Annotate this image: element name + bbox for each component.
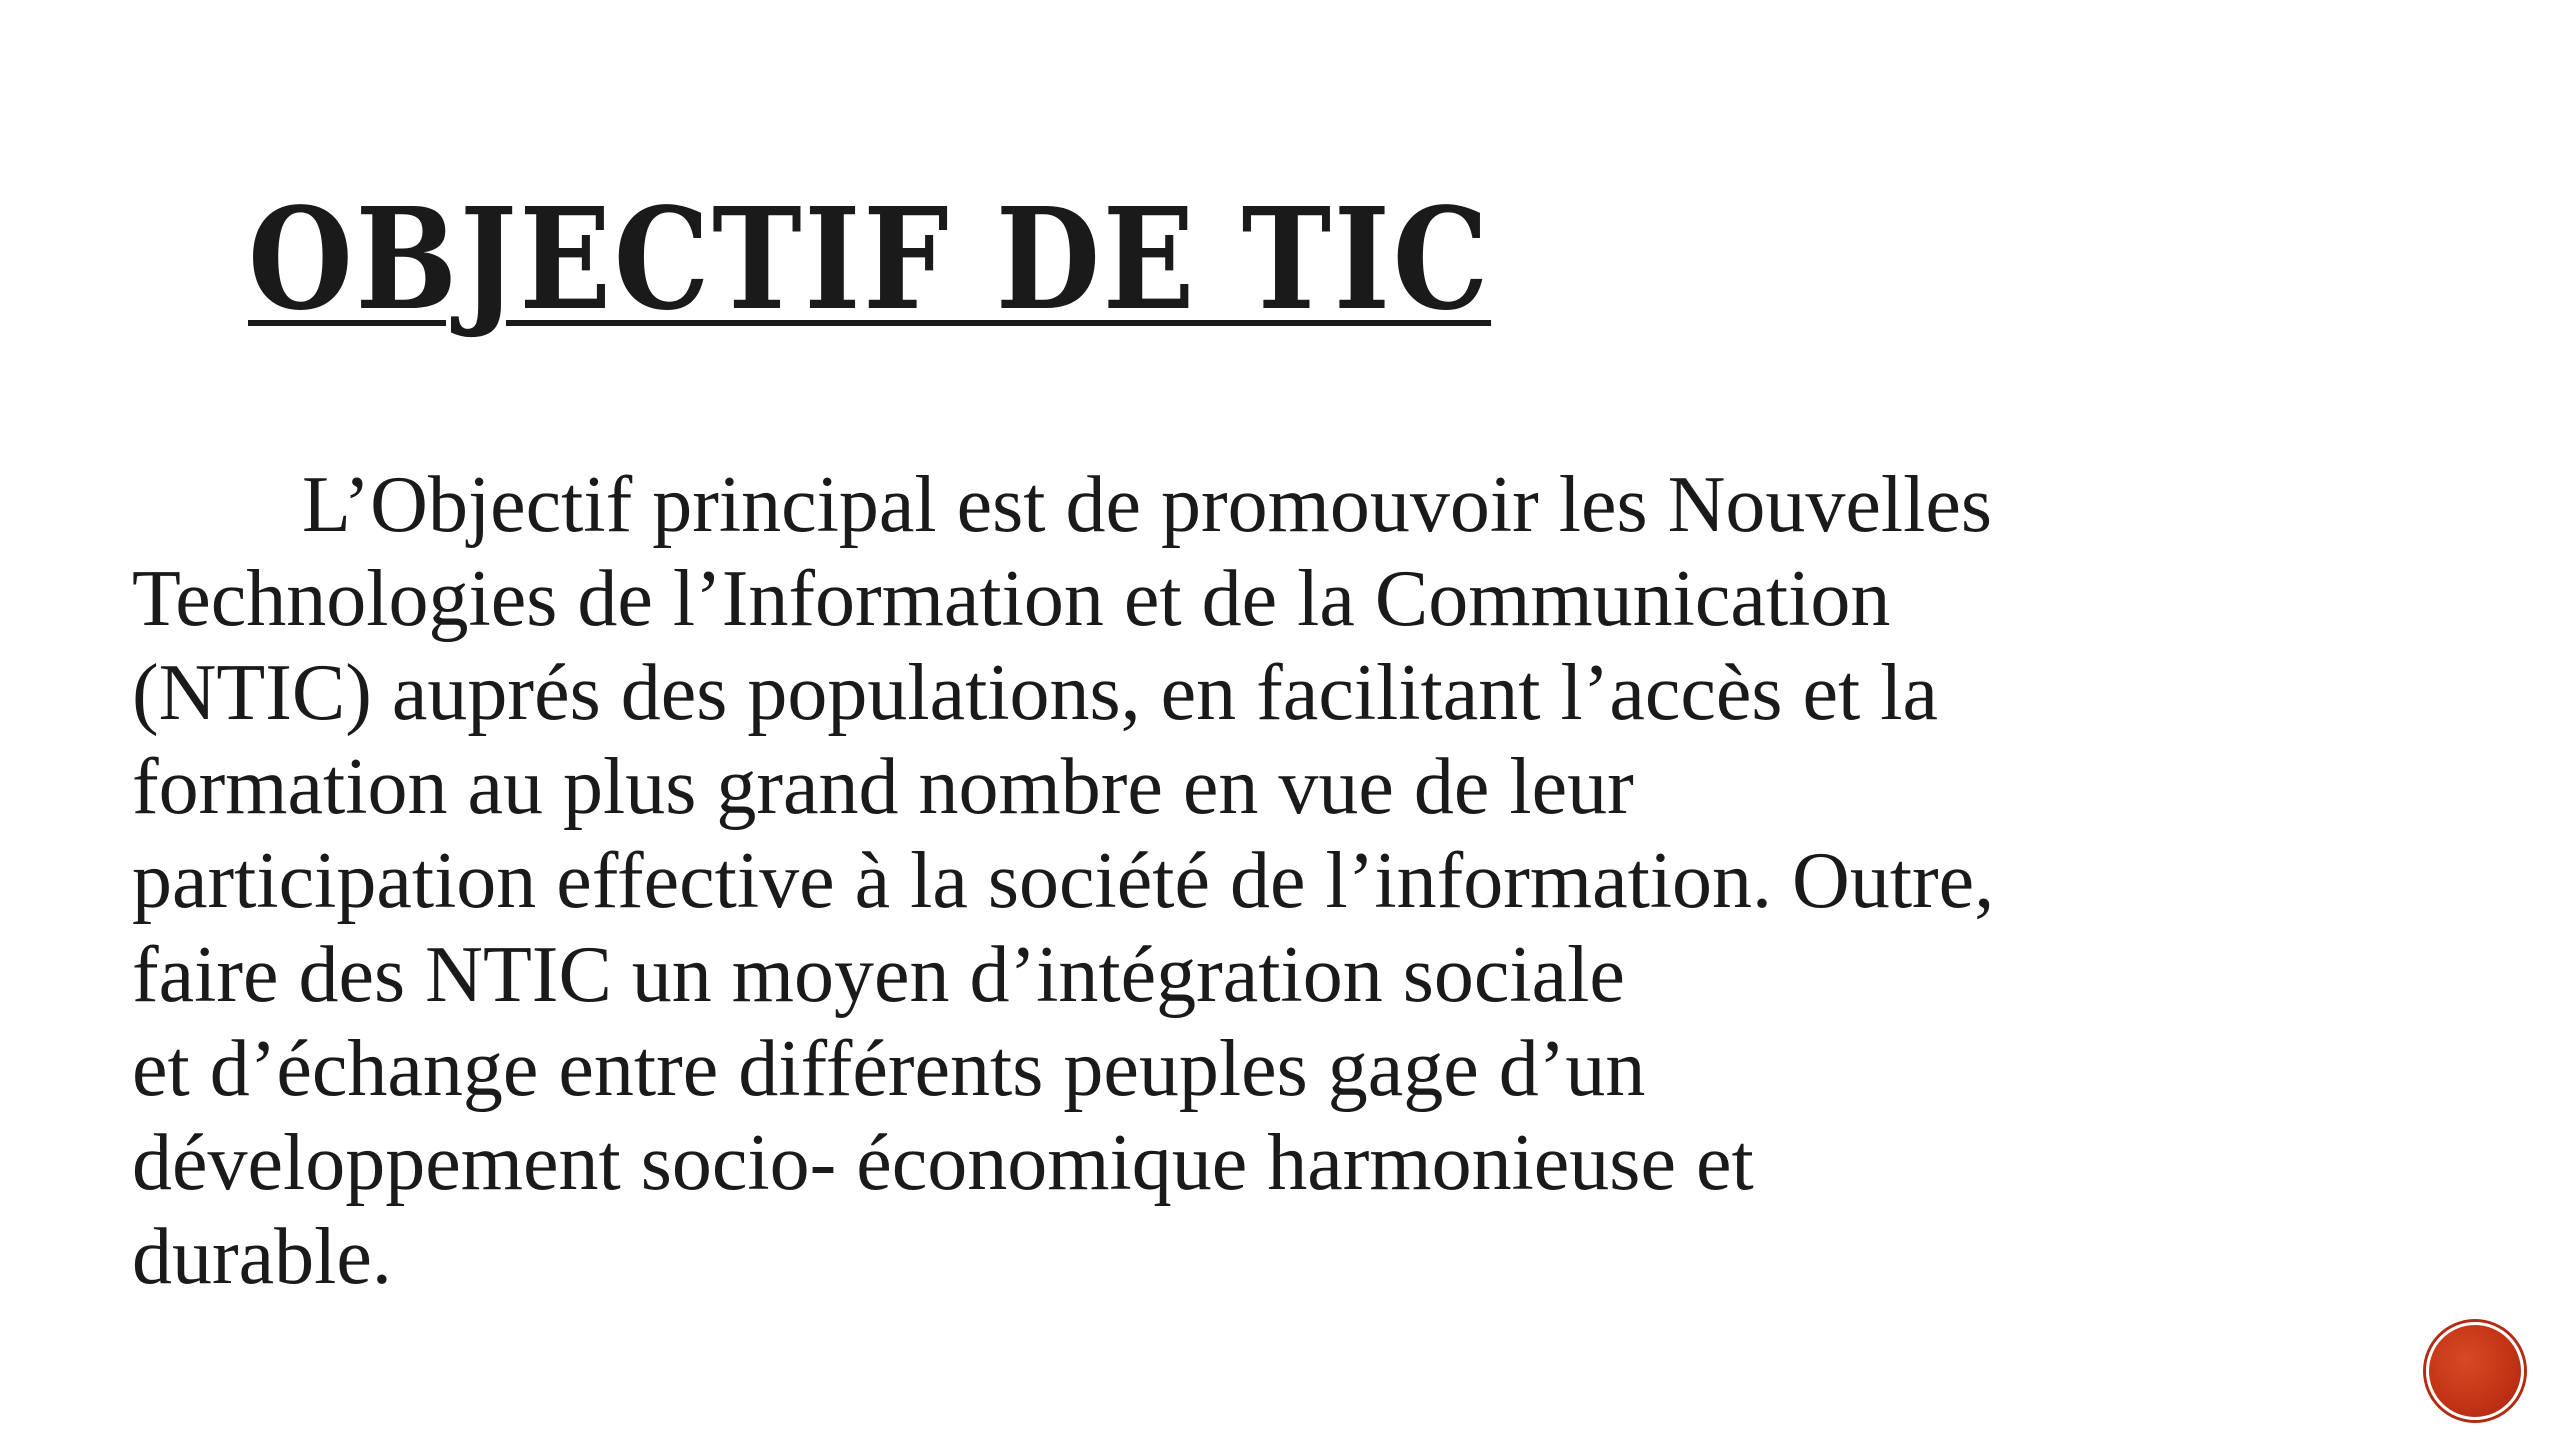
body-line: participation effective à la société de l’information. Outre,	[132, 837, 1995, 925]
red-circle-icon[interactable]	[2426, 1322, 2524, 1420]
body-line: (NTIC) auprés des populations, en facilitant l’accès et la	[132, 649, 1938, 737]
body-line: formation au plus grand nombre en vue de leur	[132, 743, 1634, 831]
body-line: L’Objectif principal est de promouvoir les Nouvelles	[302, 461, 1992, 549]
body-line: et d’échange entre différents peuples gage d’un	[132, 1025, 1646, 1113]
body-line: durable.	[132, 1213, 392, 1301]
slide-title: OBJECTIF DE TIC	[248, 178, 1492, 342]
body-line: faire des NTIC un moyen d’intégration sociale	[132, 931, 1625, 1019]
body-line: développement socio- économique harmonieuse et	[132, 1119, 1754, 1207]
body-line: Technologies de l’Information et de la Communication	[132, 555, 1891, 643]
slide-body-text	[132, 458, 2472, 1304]
